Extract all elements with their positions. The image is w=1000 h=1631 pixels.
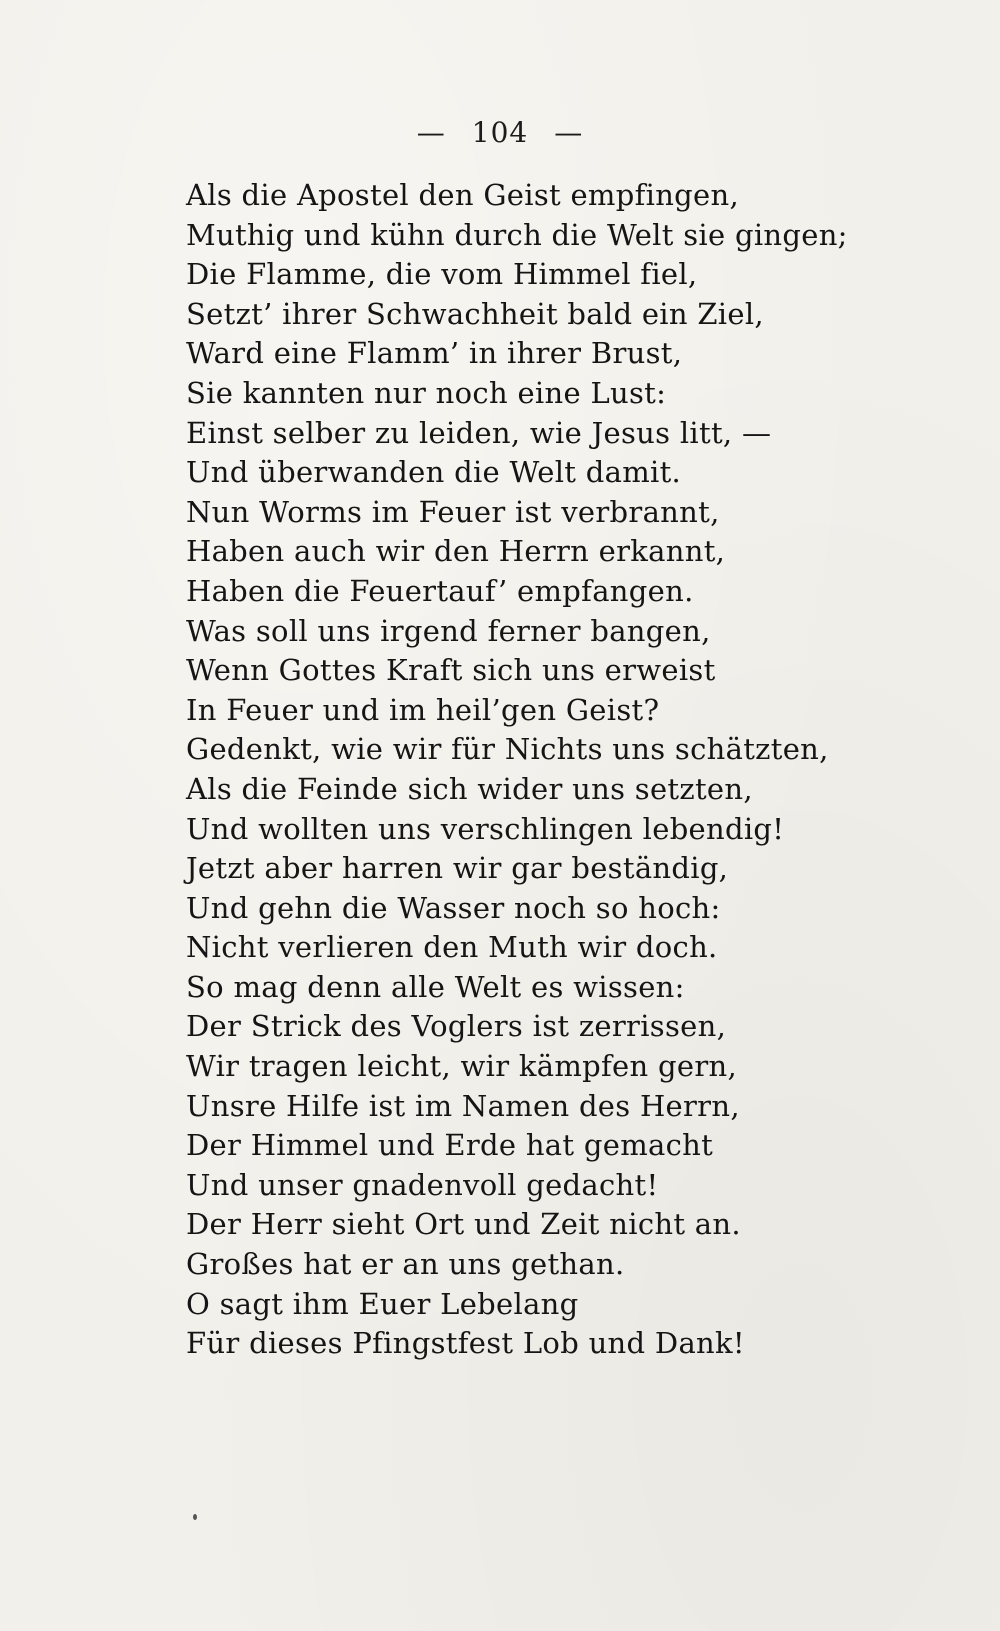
- poem-line: Nicht verlieren den Muth wir doch.: [186, 930, 718, 965]
- poem-line: Sie kannten nur noch eine Lust:: [186, 375, 667, 410]
- page-number-value: 104: [471, 116, 529, 149]
- poem-line: Und unser gnadenvoll gedacht!: [186, 1167, 659, 1202]
- poem-line: Der Himmel und Erde hat gemacht: [186, 1128, 714, 1163]
- ink-speck: [193, 1514, 197, 1520]
- poem-line: O sagt ihm Euer Lebelang: [186, 1286, 579, 1321]
- poem-line: Setzt’ ihrer Schwachheit bald ein Ziel,: [186, 296, 764, 331]
- poem-line: Und gehn die Wasser noch so hoch:: [186, 890, 721, 925]
- poem-line: Jetzt aber harren wir gar beständig,: [186, 851, 729, 886]
- poem-line: Die Flamme, die vom Himmel fiel,: [186, 257, 698, 292]
- page-number-dash-right: —: [554, 116, 584, 149]
- poem-line: So mag denn alle Welt es wissen:: [186, 969, 685, 1004]
- poem-line: Haben auch wir den Herrn erkannt,: [186, 534, 726, 569]
- poem-line: Der Strick des Voglers ist zerrissen,: [186, 1009, 727, 1044]
- poem-line: Als die Apostel den Geist empfingen,: [186, 178, 740, 212]
- poem-line: Einst selber zu leiden, wie Jesus litt, —: [186, 415, 772, 450]
- poem-line: Der Herr sieht Ort und Zeit nicht an.: [186, 1207, 741, 1242]
- poem-line: Als die Feinde sich wider uns setzten,: [186, 771, 753, 806]
- poem-line: Und überwanden die Welt damit.: [186, 455, 682, 490]
- poem-line: Ward eine Flamm’ in ihrer Brust,: [186, 336, 683, 371]
- poem-line: Muthig und kühn durch die Welt sie gingen;: [186, 217, 848, 252]
- poem-line: In Feuer und im heil’gen Geist?: [186, 692, 660, 727]
- poem-line: Haben die Feuertauf’ empfangen.: [186, 573, 694, 608]
- poem-line: Unsre Hilfe ist im Namen des Herrn,: [186, 1088, 740, 1123]
- page-number-dash-left: —: [416, 116, 446, 149]
- poem-line: Großes hat er an uns gethan.: [186, 1247, 625, 1282]
- poem-text: [186, 176, 848, 1364]
- poem-line: Für dieses Pfingstfest Lob und Dank!: [186, 1326, 745, 1361]
- poem-line: Und wollten uns verschlingen lebendig!: [186, 811, 785, 846]
- page-number: [0, 116, 1000, 149]
- poem-line: Was soll uns irgend ferner bangen,: [186, 613, 711, 648]
- poem-line: Wenn Gottes Kraft sich uns erweist: [186, 653, 716, 688]
- poem-line: Wir tragen leicht, wir kämpfen gern,: [186, 1049, 737, 1084]
- poem-line: Gedenkt, wie wir für Nichts uns schätzten,: [186, 732, 829, 767]
- poem-line: Nun Worms im Feuer ist verbrannt,: [186, 494, 720, 529]
